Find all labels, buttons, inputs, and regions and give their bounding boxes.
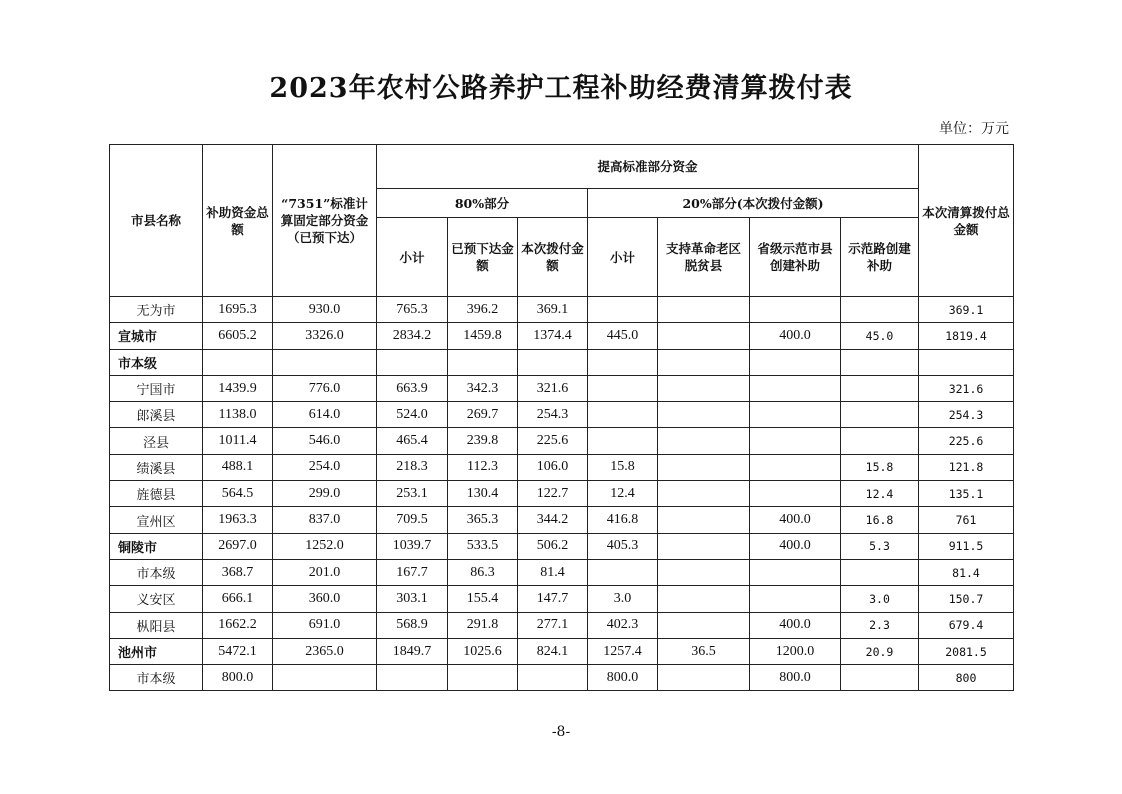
value-cell: 691.0: [273, 612, 377, 638]
value-cell: 663.9: [377, 375, 448, 401]
value-cell: [658, 665, 750, 691]
value-cell: [518, 665, 588, 691]
value-cell: 12.4: [588, 481, 658, 507]
value-cell: [518, 349, 588, 375]
value-cell: 368.7: [203, 559, 273, 585]
value-cell: 1819.4: [919, 323, 1014, 349]
value-cell: [588, 402, 658, 428]
value-cell: 614.0: [273, 402, 377, 428]
value-cell: [448, 665, 518, 691]
value-cell: 167.7: [377, 559, 448, 585]
value-cell: 147.7: [518, 586, 588, 612]
value-cell: 277.1: [518, 612, 588, 638]
county-name-cell: 宣州区: [110, 507, 203, 533]
value-cell: 405.3: [588, 533, 658, 559]
header-20: 20%部分(本次拨付金额): [588, 189, 919, 218]
value-cell: [273, 349, 377, 375]
value-cell: [841, 428, 919, 454]
header-prev: 已预下达金额: [448, 218, 518, 297]
value-cell: 254.3: [518, 402, 588, 428]
table-body: [110, 297, 1014, 691]
header-raised: 提高标准部分资金: [377, 145, 919, 189]
value-cell: 218.3: [377, 454, 448, 480]
table-row: [110, 297, 1014, 323]
value-cell: 254.3: [919, 402, 1014, 428]
header-80: 80%部分: [377, 189, 588, 218]
value-cell: 155.4: [448, 586, 518, 612]
value-cell: 5.3: [841, 533, 919, 559]
value-cell: [750, 349, 841, 375]
value-cell: 761: [919, 507, 1014, 533]
county-name-cell: 无为市: [110, 297, 203, 323]
header-fixed: “7351”标准计算固定部分资金（已预下达）: [273, 145, 377, 297]
value-cell: [658, 297, 750, 323]
value-cell: [841, 402, 919, 428]
value-cell: [841, 297, 919, 323]
county-name-cell: 郎溪县: [110, 402, 203, 428]
value-cell: 365.3: [448, 507, 518, 533]
table-row: [110, 559, 1014, 585]
county-name-cell: 池州市: [110, 638, 203, 664]
table-row: [110, 612, 1014, 638]
value-cell: 1439.9: [203, 375, 273, 401]
value-cell: 3.0: [588, 586, 658, 612]
county-name-cell: 市本级: [110, 665, 203, 691]
header-sub20: 小计: [588, 218, 658, 297]
county-name-cell: 旌德县: [110, 481, 203, 507]
value-cell: [841, 375, 919, 401]
value-cell: 800.0: [203, 665, 273, 691]
value-cell: [750, 375, 841, 401]
value-cell: [658, 454, 750, 480]
county-name-cell: 市本级: [110, 559, 203, 585]
value-cell: [588, 349, 658, 375]
value-cell: 709.5: [377, 507, 448, 533]
table-row: [110, 349, 1014, 375]
value-cell: 5472.1: [203, 638, 273, 664]
value-cell: 121.8: [919, 454, 1014, 480]
value-cell: 360.0: [273, 586, 377, 612]
value-cell: 2365.0: [273, 638, 377, 664]
value-cell: 800.0: [750, 665, 841, 691]
value-cell: 122.7: [518, 481, 588, 507]
value-cell: [658, 481, 750, 507]
value-cell: 400.0: [750, 507, 841, 533]
value-cell: 666.1: [203, 586, 273, 612]
value-cell: 911.5: [919, 533, 1014, 559]
value-cell: [658, 586, 750, 612]
value-cell: 800: [919, 665, 1014, 691]
county-name-cell: 枞阳县: [110, 612, 203, 638]
value-cell: [750, 402, 841, 428]
value-cell: 402.3: [588, 612, 658, 638]
value-cell: 400.0: [750, 612, 841, 638]
value-cell: [750, 297, 841, 323]
value-cell: [658, 323, 750, 349]
value-cell: 1138.0: [203, 402, 273, 428]
value-cell: 1459.8: [448, 323, 518, 349]
value-cell: [841, 665, 919, 691]
value-cell: 2081.5: [919, 638, 1014, 664]
value-cell: 1374.4: [518, 323, 588, 349]
value-cell: 564.5: [203, 481, 273, 507]
value-cell: 465.4: [377, 428, 448, 454]
table-row: [110, 454, 1014, 480]
value-cell: [588, 559, 658, 585]
value-cell: 800.0: [588, 665, 658, 691]
value-cell: [750, 428, 841, 454]
value-cell: 225.6: [919, 428, 1014, 454]
settlement-table: [109, 144, 1014, 691]
page-title: 2023年农村公路养护工程补助经费清算拨付表: [269, 73, 853, 104]
value-cell: 3.0: [841, 586, 919, 612]
value-cell: 1200.0: [750, 638, 841, 664]
value-cell: 1252.0: [273, 533, 377, 559]
value-cell: 253.1: [377, 481, 448, 507]
value-cell: 400.0: [750, 323, 841, 349]
value-cell: 369.1: [919, 297, 1014, 323]
value-cell: 45.0: [841, 323, 919, 349]
value-cell: 1849.7: [377, 638, 448, 664]
value-cell: 299.0: [273, 481, 377, 507]
value-cell: 1039.7: [377, 533, 448, 559]
value-cell: 776.0: [273, 375, 377, 401]
value-cell: 321.6: [919, 375, 1014, 401]
value-cell: 344.2: [518, 507, 588, 533]
value-cell: 2834.2: [377, 323, 448, 349]
value-cell: 150.7: [919, 586, 1014, 612]
value-cell: 524.0: [377, 402, 448, 428]
value-cell: 201.0: [273, 559, 377, 585]
table-row: [110, 481, 1014, 507]
county-name-cell: 泾县: [110, 428, 203, 454]
value-cell: 16.8: [841, 507, 919, 533]
value-cell: 2697.0: [203, 533, 273, 559]
value-cell: [658, 612, 750, 638]
table-row: [110, 323, 1014, 349]
value-cell: 254.0: [273, 454, 377, 480]
value-cell: [658, 507, 750, 533]
value-cell: 1662.2: [203, 612, 273, 638]
value-cell: 342.3: [448, 375, 518, 401]
value-cell: [658, 375, 750, 401]
value-cell: 1011.4: [203, 428, 273, 454]
value-cell: 12.4: [841, 481, 919, 507]
county-name-cell: 宁国市: [110, 375, 203, 401]
value-cell: 130.4: [448, 481, 518, 507]
value-cell: 225.6: [518, 428, 588, 454]
value-cell: 36.5: [658, 638, 750, 664]
table-row: [110, 507, 1014, 533]
value-cell: [750, 481, 841, 507]
value-cell: 679.4: [919, 612, 1014, 638]
value-cell: 112.3: [448, 454, 518, 480]
header-county: 市县名称: [110, 145, 203, 297]
value-cell: [658, 349, 750, 375]
value-cell: [919, 349, 1014, 375]
value-cell: 15.8: [841, 454, 919, 480]
value-cell: [588, 297, 658, 323]
value-cell: 2.3: [841, 612, 919, 638]
value-cell: 20.9: [841, 638, 919, 664]
value-cell: 824.1: [518, 638, 588, 664]
unit-label: 单位：万元: [939, 121, 1009, 137]
value-cell: 106.0: [518, 454, 588, 480]
table-row: [110, 665, 1014, 691]
value-cell: [203, 349, 273, 375]
value-cell: [750, 586, 841, 612]
value-cell: 1695.3: [203, 297, 273, 323]
value-cell: 533.5: [448, 533, 518, 559]
value-cell: [750, 559, 841, 585]
header-final: 本次清算拨付总金额: [919, 145, 1014, 297]
value-cell: [377, 349, 448, 375]
value-cell: 135.1: [919, 481, 1014, 507]
header-curr: 本次拨付金额: [518, 218, 588, 297]
table-row: [110, 533, 1014, 559]
table-row: [110, 375, 1014, 401]
header-sub80: 小计: [377, 218, 448, 297]
value-cell: 396.2: [448, 297, 518, 323]
header-total: 补助资金总额: [203, 145, 273, 297]
county-name-cell: 宣城市: [110, 323, 203, 349]
value-cell: 369.1: [518, 297, 588, 323]
table-row: [110, 586, 1014, 612]
value-cell: 81.4: [518, 559, 588, 585]
value-cell: 3326.0: [273, 323, 377, 349]
table-row: [110, 428, 1014, 454]
header-demo: 示范路创建补助: [841, 218, 919, 297]
value-cell: [588, 428, 658, 454]
value-cell: 303.1: [377, 586, 448, 612]
value-cell: 546.0: [273, 428, 377, 454]
value-cell: 837.0: [273, 507, 377, 533]
value-cell: 291.8: [448, 612, 518, 638]
value-cell: [658, 559, 750, 585]
header-prov: 省级示范市县创建补助: [750, 218, 841, 297]
county-name-cell: 铜陵市: [110, 533, 203, 559]
value-cell: 269.7: [448, 402, 518, 428]
value-cell: 930.0: [273, 297, 377, 323]
value-cell: [841, 559, 919, 585]
value-cell: 321.6: [518, 375, 588, 401]
value-cell: 6605.2: [203, 323, 273, 349]
value-cell: [750, 454, 841, 480]
value-cell: 81.4: [919, 559, 1014, 585]
county-name-cell: 市本级: [110, 349, 203, 375]
county-name-cell: 义安区: [110, 586, 203, 612]
value-cell: [658, 402, 750, 428]
page-number: -8-: [551, 724, 571, 740]
value-cell: 765.3: [377, 297, 448, 323]
value-cell: 416.8: [588, 507, 658, 533]
table-row: [110, 402, 1014, 428]
value-cell: [841, 349, 919, 375]
value-cell: [588, 375, 658, 401]
value-cell: [377, 665, 448, 691]
value-cell: 239.8: [448, 428, 518, 454]
value-cell: 1257.4: [588, 638, 658, 664]
value-cell: [658, 533, 750, 559]
value-cell: 445.0: [588, 323, 658, 349]
county-name-cell: 绩溪县: [110, 454, 203, 480]
value-cell: [273, 665, 377, 691]
value-cell: 1025.6: [448, 638, 518, 664]
value-cell: 488.1: [203, 454, 273, 480]
value-cell: 86.3: [448, 559, 518, 585]
header-rev: 支持革命老区脱贫县: [658, 218, 750, 297]
value-cell: [658, 428, 750, 454]
table-row: [110, 638, 1014, 664]
value-cell: 568.9: [377, 612, 448, 638]
value-cell: 506.2: [518, 533, 588, 559]
value-cell: [448, 349, 518, 375]
value-cell: 1963.3: [203, 507, 273, 533]
value-cell: 15.8: [588, 454, 658, 480]
value-cell: 400.0: [750, 533, 841, 559]
